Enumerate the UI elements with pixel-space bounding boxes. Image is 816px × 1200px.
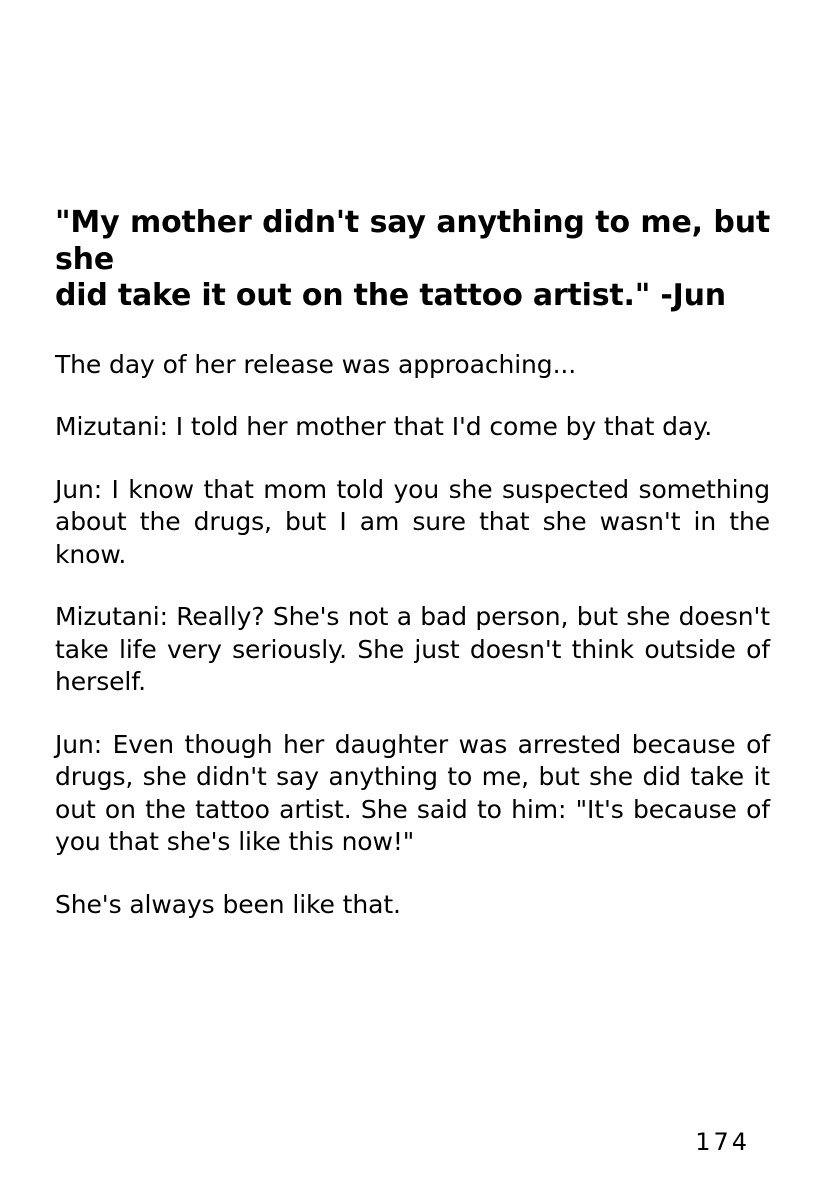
paragraph-jun-1: Jun: I know that mom told you she suspected something about the drugs, but I am sure that she wasn't in the know. (55, 474, 770, 569)
text-body (55, 205, 770, 921)
page-title (55, 205, 770, 315)
page-number: 174 (695, 1128, 750, 1156)
paragraph-intro: The day of her release was approaching... (55, 349, 577, 379)
paragraph-mizutani-2: Mizutani: Really? She's not a bad person, but she doesn't take life very seriously. She just doesn't think outside of herself. (55, 602, 770, 697)
page-title-line-2: did take it out on the tattoo artist." -Jun (55, 278, 726, 314)
paragraph-jun-2: Jun: Even though her daughter was arrested because of drugs, she didn't say anything to me, but she did take it out on the tattoo artist. She said to him: "It's because of you that she's like this now!" (55, 729, 770, 857)
page-title-line-1: "My mother didn't say anything to me, but she (55, 205, 770, 277)
paragraph-closing: She's always been like that. (55, 889, 401, 919)
paragraph-mizutani-1: Mizutani: I told her mother that I'd come by that day. (55, 412, 713, 442)
